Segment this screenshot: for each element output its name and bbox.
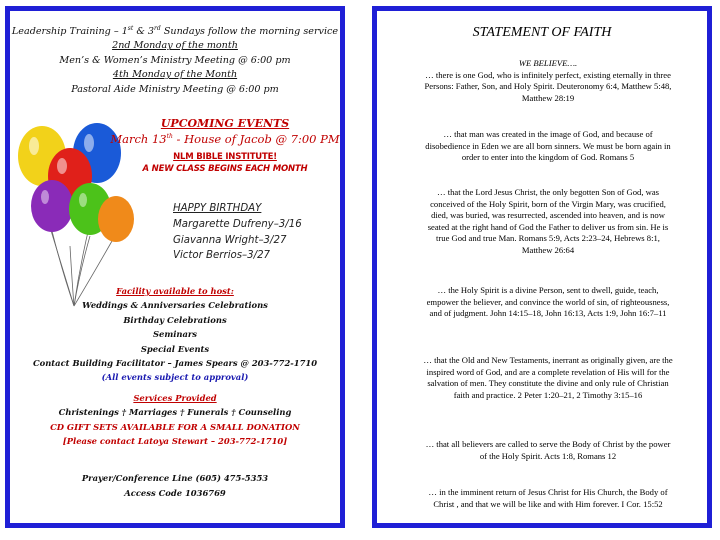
statement-title: STATEMENT OF FAITH <box>472 25 612 40</box>
prayer-line: Prayer/Conference Line (605) 475-5353 <box>81 473 269 483</box>
facility-item: Seminars <box>152 329 198 340</box>
belief-5: … that the Old and New Testaments, inerrant as originally given, are the inspired word of God, and are a complete revelation of His will for the salvation of men. They constitute the divine and only rule of Christian faith and practice. 2 Peter 1:20–21, 2 Timothy 3:15–16 <box>423 355 673 400</box>
birthday-name: Giavanna Wright–3/27 <box>173 234 287 246</box>
facility-item: Birthday Celebrations <box>123 314 227 325</box>
belief-6: … that all believers are called to serve the Body of Christ by the power of the Holy Spirit. Acts 1:8, Romans 12 <box>425 439 671 461</box>
monday4-line: 4th Monday of the Month <box>112 69 238 81</box>
facility-item: Weddings & Anniversaries Celebrations <box>82 300 268 311</box>
services-list: Christenings † Marriages † Funerals † Counseling <box>58 407 292 418</box>
birthday-name: Victor Berrios–3/27 <box>173 250 271 262</box>
facility-block <box>10 284 340 448</box>
believe-intro: WE BELIEVE…. <box>518 58 578 68</box>
left-panel <box>5 6 345 528</box>
birthday-name: Margarette Dufreny–3/16 <box>173 218 302 230</box>
new-class-note: A NEW CLASS BEGINS EACH MONTH <box>142 164 308 174</box>
upcoming-events <box>110 117 340 174</box>
belief-2: … that man was created in the image of God, and because of disobedience in Eden we are all born sinners. We must be born again in order to enter into the kingdom of God. Romans 5 <box>425 129 671 163</box>
belief-text: … there is one God, who is infinitely perfect, existing eternally in three Persons: Father, Son, and Holy Spirit. Deuteronomy 6:4, Matthew 5:48, Matthew 28:19 <box>424 69 672 103</box>
facility-contact: Contact Building Facilitator – James Spears @ 203-772-1710 <box>32 358 318 369</box>
belief-4: … the Holy Spirit is a divine Person, sent to dwell, guide, teach, empower the believer, and convince the world of sin, of righteousness, and of judgment. John 14:15–18, John 16:13, Acts 1:9, John 16:7–11 <box>426 285 670 319</box>
march-event: March 13th - House of Jacob @ 7:00 PM <box>110 132 340 146</box>
belief-1 <box>423 58 673 104</box>
pastoral-line: Pastoral Aide Ministry Meeting @ 6:00 pm <box>71 83 279 95</box>
services-title: Services Provided <box>133 392 217 403</box>
schedule-block <box>10 25 340 97</box>
facility-title: Facility available to host: <box>116 286 234 296</box>
belief-7: … in the imminent return of Jesus Christ for His Church, the Body of Christ , and that we will be like and with Him forever. I Cor. 15:52 <box>428 487 668 509</box>
ministry-line: Men’s & Women’s Ministry Meeting @ 6:00 pm <box>59 54 291 66</box>
cd-offer: CD GIFT SETS AVAILABLE FOR A SMALL DONATION <box>50 421 300 432</box>
birthday-title: HAPPY BIRTHDAY <box>173 203 262 214</box>
cd-contact: [Please contact Latoya Stewart – 203-772-1710] <box>62 436 288 447</box>
facility-item: Special Events <box>140 343 210 354</box>
access-code: Access Code 1036769 <box>124 487 226 498</box>
right-panel <box>372 6 712 528</box>
birthday-block <box>173 201 302 264</box>
prayer-block <box>10 471 340 500</box>
approval-note: (All events subject to approval) <box>101 372 249 383</box>
training-line: Leadership Training – 1st & 3rd Sundays follow the morning service <box>11 24 339 37</box>
events-title: UPCOMING EVENTS <box>160 117 290 130</box>
monday2-line: 2nd Monday of the month <box>112 40 238 52</box>
bible-institute: NLM BIBLE INSTITUTE! <box>173 152 277 162</box>
belief-3: … that the Lord Jesus Christ, the only begotten Son of God, was conceived of the Holy Spirit, born of the Virgin Mary, was crucified, died, was buried, was resurrected, ascended into heaven, and is now seated at the right hand of God the Father to deliver us from sin. He is true God and true Man. Romans 5:9, Acts 2:23–24, Hebrews 8:1, Matthew 26:64 <box>427 187 669 255</box>
